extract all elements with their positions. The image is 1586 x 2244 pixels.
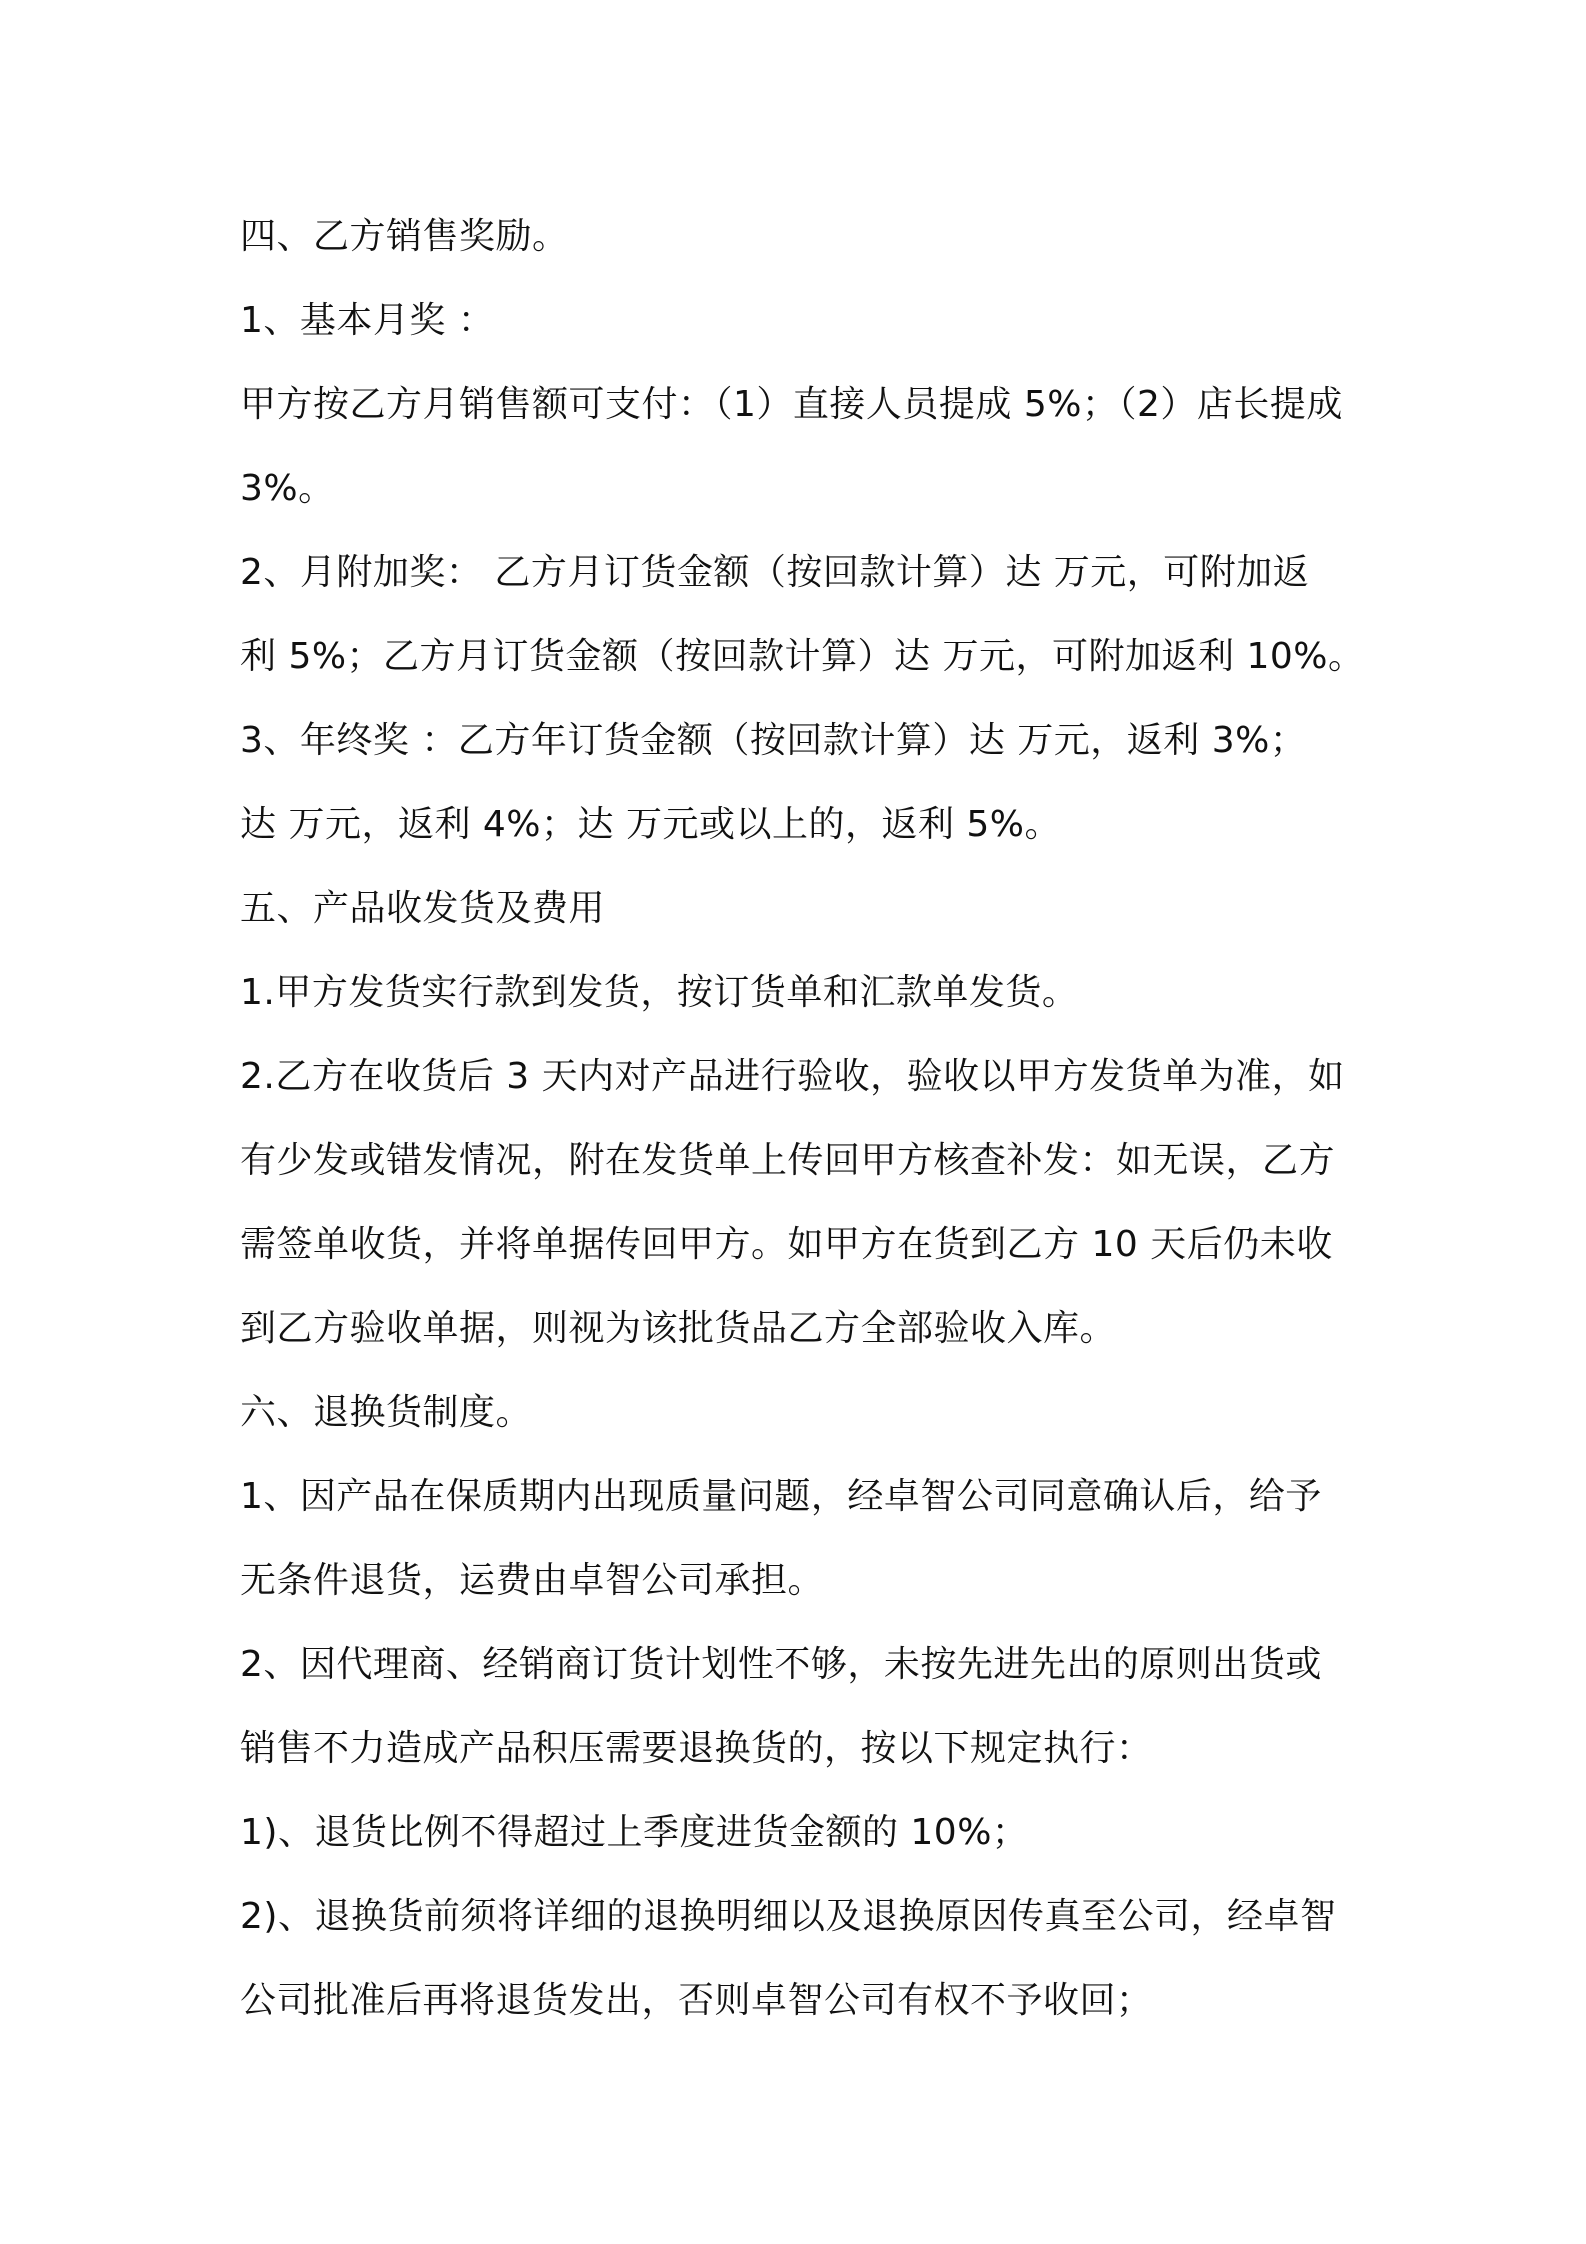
item-acceptance: 2.乙方在收货后 3 天内对产品进行验收，验收以甲方发货单为准，如 [240, 1056, 1345, 1097]
item-overstock-return: 2、因代理商、经销商订货计划性不够，未按先进先出的原则出货或 [240, 1644, 1322, 1685]
paragraph-line: 甲方按乙方月销售额可支付：（1）直接人员提成 5%；（2）店长提成 [240, 384, 1343, 425]
item-quality-return: 1、因产品在保质期内出现质量问题，经卓智公司同意确认后，给予 [240, 1476, 1322, 1517]
paragraph-line: 销售不力造成产品积压需要退换货的，按以下规定执行： [240, 1728, 1153, 1769]
item-year-end-bonus: 3、年终奖 ：乙方年订货金额（按回款计算）达 万元，返利 3%； [240, 720, 1307, 761]
paragraph-line: 公司批准后再将退货发出，否则卓智公司有权不予收回； [240, 1980, 1153, 2021]
paragraph-line: 达 万元，返利 4%；达 万元或以上的，返利 5%。 [240, 804, 1061, 845]
paragraph-line: 3%。 [240, 468, 335, 509]
subitem-return-ratio: 1)、退货比例不得超过上季度进货金额的 10%； [240, 1812, 1029, 1853]
paragraph-line: 需签单收货，并将单据传回甲方。如甲方在货到乙方 10 天后仍未收 [240, 1224, 1333, 1265]
item-shipping: 1.甲方发货实行款到发货，按订货单和汇款单发货。 [240, 972, 1079, 1013]
paragraph-line: 无条件退货，运费由卓智公司承担。 [240, 1560, 825, 1601]
subitem-return-procedure: 2)、退换货前须将详细的退换明细以及退换原因传真至公司，经卓智 [240, 1896, 1337, 1937]
paragraph-line: 到乙方验收单据，则视为该批货品乙方全部验收入库。 [240, 1308, 1117, 1349]
item-monthly-extra-bonus: 2、月附加奖： 乙方月订货金额（按回款计算）达 万元，可附加返 [240, 552, 1310, 593]
section-heading-5: 五、产品收发货及费用 [240, 888, 606, 929]
item-basic-monthly-bonus: 1、基本月奖 ： [240, 300, 495, 341]
section-heading-6: 六、退换货制度。 [240, 1392, 533, 1433]
document-body [240, 195, 1370, 2043]
paragraph-line: 有少发或错发情况，附在发货单上传回甲方核查补发：如无误，乙方 [240, 1140, 1336, 1181]
section-heading-4: 四、乙方销售奖励。 [240, 216, 569, 257]
paragraph-line: 利 5%；乙方月订货金额（按回款计算）达 万元，可附加返利 10%。 [240, 636, 1365, 677]
